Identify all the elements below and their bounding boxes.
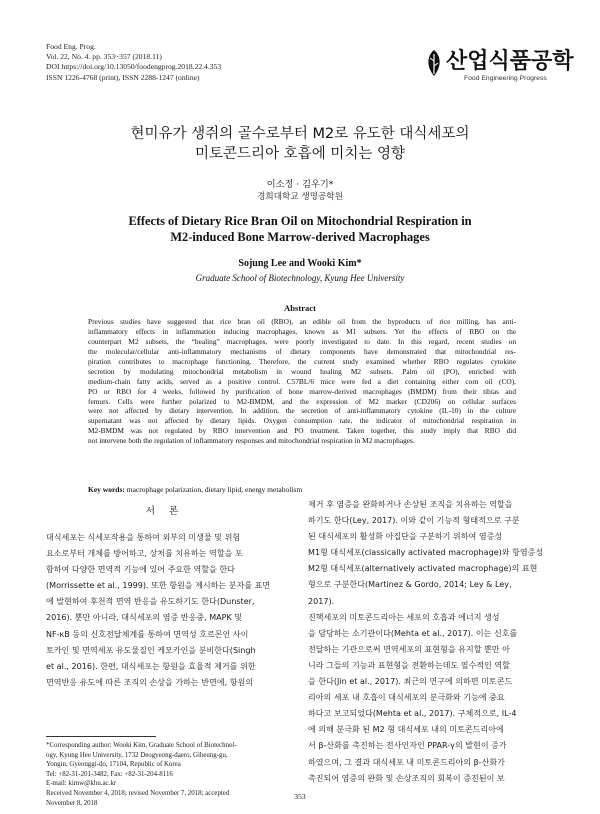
body-line: 2017). — [308, 596, 335, 606]
keywords-label: Key words: — [88, 485, 125, 494]
abstract-body — [88, 317, 516, 446]
body-line: 토카인 및 면역세포 유도물질인 케모카인을 분비한다(Singh — [46, 645, 256, 655]
affiliation-english: Graduate School of Biotechnology, Kyung Hee University — [195, 273, 405, 283]
keywords — [88, 485, 302, 494]
logo-subtitle: Food Engineering Progress — [464, 75, 547, 82]
left-column-text — [46, 530, 292, 691]
body-line: 하였으며, 그 결과 대식세포 내 미토콘드리아의 β-산화가 — [308, 757, 505, 767]
abstract-line: inflammatory effects in inflammation inducing macrophages, known as M1 subsets. Yet the effects of RBO on the — [88, 326, 516, 336]
footnote-line: E-mail: kimw@khu.ac.kr — [46, 780, 117, 788]
title-korean-line1: 현미유가 생쥐의 골수로부터 M2로 유도한 대식세포의 — [130, 126, 470, 142]
body-line: 에 의해 분극화 된 M2 형 대식세포 내의 미토콘드리아에 — [308, 725, 504, 735]
abstract-line: the molecular/cellular anti-inflammatory mechanisms of dietary components have demonstrated that mitochondrial res- — [88, 346, 516, 356]
body-line: 리아의 세포 내 호흡이 대식세포의 분극화와 기능에 중요 — [308, 693, 505, 703]
section-heading-introduction: 서론 — [145, 506, 193, 517]
body-line: 된 대식세포의 활성화 아집단을 구분하기 위하여 염증성 — [308, 532, 503, 542]
abstract-line: counterpart M2 subsets, the “healing” macrophages, were poorly investigated to date. In this regard, recent studies on — [88, 336, 516, 346]
journal-doi: DOI https://doi.org/10.13050/foodengprog.2018.22.4.353 — [46, 62, 222, 72]
body-line: 니라 그들의 기능과 표현형을 전환하는데도 필수적인 역할 — [308, 660, 510, 670]
footnote-line: November 8, 2018 — [46, 799, 98, 807]
body-line: 진핵세포의 미토콘드리아는 세포의 호흡과 에너지 생성 — [308, 612, 500, 622]
journal-info — [46, 42, 221, 83]
body-line: NF-κB 등의 신호전달체계를 통하여 면역성 호르몬인 사이 — [46, 629, 249, 639]
body-line: 제거 후 염증을 완화하거나 손상된 조직을 치유하는 역할을 — [308, 500, 513, 509]
footnote-line: Received November 4, 2018; revised November 7, 2018; accepted — [46, 789, 230, 797]
title-english-line1: Effects of Dietary Rice Bran Oil on Mitochondrial Respiration in — [128, 214, 472, 228]
abstract-line: piration contributes to macrophage functioning. Therefore, the current study examined whether RBO regulates cytokine — [88, 356, 516, 366]
abstract-line: PO or RBO for 4 weeks, followed by purification of bone marrow-derived macrophages (BMDM) from their tibias and — [88, 386, 516, 396]
abstract-line: femurs. Cells were further polarized to M2-BMDM, and the expression of M2 marker (CD206) on cellular surfaces — [88, 396, 516, 406]
footnote-divider — [46, 736, 156, 737]
logo-text: 산업식품공학 — [446, 49, 574, 74]
body-line: et al., 2016). 한편, 대식세포는 항원을 효율적 제거를 위한 — [46, 661, 256, 671]
body-line: 함하여 다양한 면역적 기능에 있어 주요한 역할을 한다 — [46, 565, 235, 575]
body-line: 전달하는 기관으로써 면역세포의 표현형을 유지할 뿐만 아 — [308, 644, 510, 654]
leaf-logo-icon — [424, 48, 444, 78]
abstract-line: Previous studies have suggested that rice bran oil (RBO), an edible oil from the byproducts of rice milling, has anti- — [88, 317, 516, 326]
body-line: 을 담당하는 소기관이다(Mehta et al., 2017). 이는 신호를 — [308, 628, 518, 638]
journal-logo — [424, 44, 574, 90]
body-line: 대식세포는 식세포작용을 통하여 외부의 미생물 및 위험 — [46, 533, 241, 542]
title-english-line2: M2-induced Bone Marrow-derived Macrophages — [170, 230, 430, 244]
body-line: M1형 대식세포(classically activated macrophage)와 항염증성 — [308, 548, 544, 558]
abstract-line: secretion by modulating mitochondrial metabolism in wound healing M2 subsets. Palm oil (PO), enriched with — [88, 366, 516, 376]
abstract-line: medium-chain fatty acids, served as a positive control. C57BL/6 mice were fed a diet containing either corn oil (CO), — [88, 376, 516, 386]
abstract-line: were not affected by dietary intervention. In addition, the secretion of anti-inflammatory cytokine (IL-10) in the culture — [88, 406, 516, 416]
body-line: 하다고 보고되었다(Mehta et al., 2017). 구체적으로, IL-4 — [308, 709, 517, 719]
body-line: 에 발현하여 후천적 면역 반응을 유도하기도 한다(Dunster, — [46, 597, 255, 607]
abstract-line: not intervene both the regulation of inflammatory responses and mitochondrial respiration in M2 macrophages. — [88, 436, 415, 446]
footnote-line: ogy, Kyung Hee University, 1732 Deogyeong-daero, Giheung-gu, — [46, 751, 228, 759]
journal-volume: Vol. 22, No. 4. pp. 353~357 (2018.11) — [46, 52, 162, 62]
body-line: 서 β-산화를 촉진하는 전사인자인 PPAR-γ의 발현이 증가 — [308, 741, 507, 751]
authors-korean: 이소정 · 김우기* — [266, 179, 334, 190]
right-column-text — [308, 497, 554, 787]
body-line: 요소로부터 개체를 방어하고, 상처를 치유하는 역할을 포 — [46, 549, 243, 559]
footnote-line: *Corresponding author: Wooki Kim, Graduate School of Biotechnol- — [46, 742, 237, 749]
journal-issn: ISSN 1226-4768 (print), ISSN 2288-1247 (online) — [46, 72, 200, 82]
body-line: 하기도 한다(Ley, 2017). 이와 같이 기능적 형태적으로 구분 — [308, 516, 520, 526]
abstract-heading: Abstract — [284, 303, 316, 313]
journal-name: Food Eng. Prog. — [46, 42, 96, 51]
abstract-line: supernatant was not affected by dietary lipids. Oxygen consumption rate, the indicator of mitochondrial respiration in — [88, 416, 516, 426]
body-line: M2형 대식세포(alternatively activated macrophage)의 표현 — [308, 564, 538, 574]
body-line: 촉진되어 염증의 완화 및 손상조직의 회복이 증진된이 보 — [308, 773, 505, 783]
body-line: (Morrissette et al., 1999). 또한 항원을 제시하는 분자를 표면 — [46, 581, 271, 591]
body-line: 형으로 구분한다(Martinez & Gordo, 2014; Ley & Ley, — [308, 580, 512, 590]
page-number: 353 — [294, 792, 306, 801]
authors-english: Sojung Lee and Wooki Kim* — [238, 258, 362, 269]
body-line: 면역반응 유도에 따른 조직의 손상을 가하는 반면에, 항원의 — [46, 677, 254, 687]
abstract-line: M2-BMDM was not regulated by RBO intervention and PO treatment. Taken together, this study imply that RBO did — [88, 426, 516, 436]
title-korean-line2: 미토콘드리아 호흡에 미치는 영향 — [195, 146, 405, 162]
body-line: 2016). 뿐만 아니라, 대식세포의 염증 반응중, MAPK 및 — [46, 613, 243, 623]
keywords-text: macrophage polarization, dietary lipid, energy metabolism — [124, 485, 303, 494]
body-line: 을 한다(Jin et al., 2017). 최근의 연구에 의하면 미토콘드 — [308, 677, 513, 687]
footnote-line: Yongin, Gyeonggi-do, 17104, Republic of Korea — [46, 761, 181, 769]
footnote-line: Tel: +82-31-201-3482, Fax: +82-31-204-8116 — [46, 770, 173, 778]
affiliation-korean: 경희대학교 생명공학원 — [257, 192, 343, 202]
